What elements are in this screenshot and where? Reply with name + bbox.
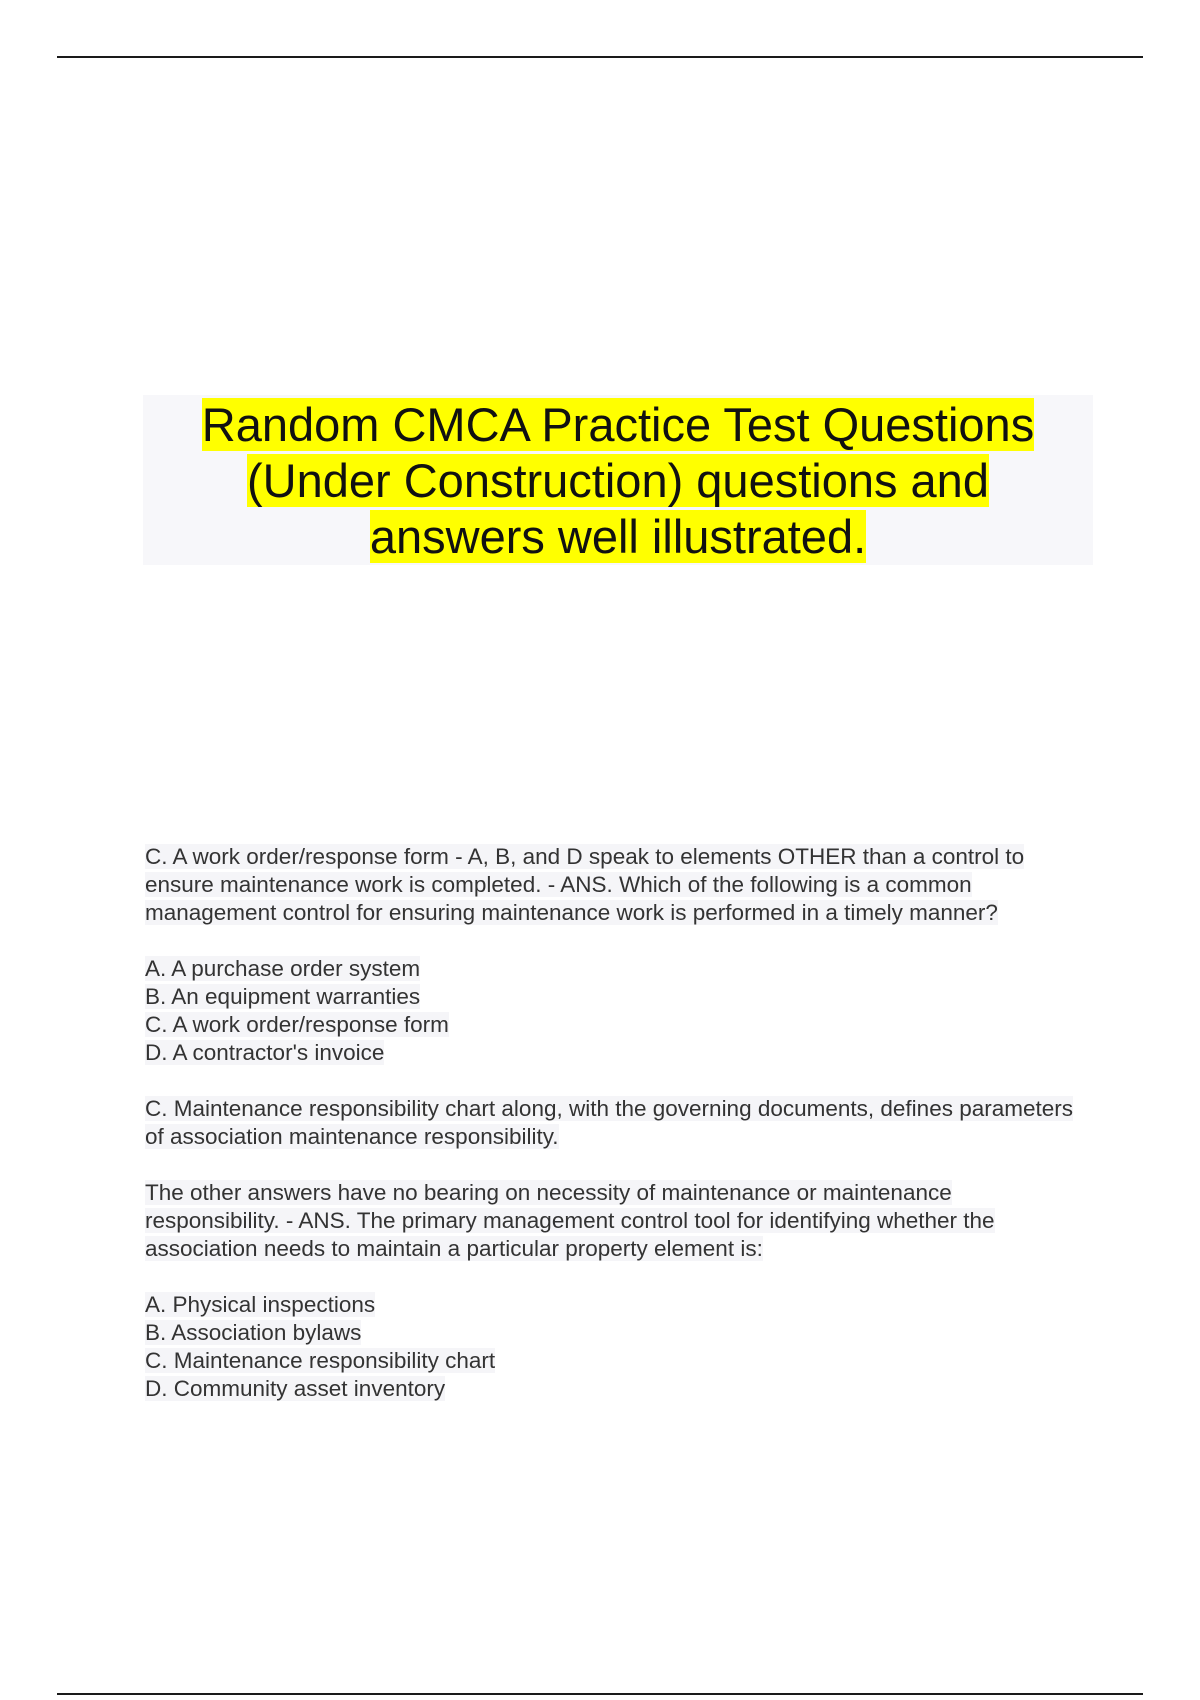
option-item [145,1347,1085,1375]
option-item [145,955,1085,983]
document-body [145,843,1085,1431]
title-line-3: answers well illustrated. [369,510,867,563]
option-text: C. A work order/response form [145,1012,449,1037]
document-title [143,395,1093,565]
option-item [145,983,1085,1011]
title-box [143,395,1093,565]
option-text: D. A contractor's invoice [145,1040,385,1065]
question-1-text [145,843,1085,927]
option-item [145,1375,1085,1403]
option-text: C. Maintenance responsibility chart [145,1348,496,1373]
question-1-options [145,955,1085,1067]
option-text: B. Association bylaws [145,1320,362,1345]
title-line-1: Random CMCA Practice Test Questions [201,398,1035,451]
header-rule [57,56,1143,58]
footer-rule [57,1693,1143,1695]
option-item [145,1291,1085,1319]
option-text: D. Community asset inventory [145,1376,446,1401]
option-text: A. A purchase order system [145,956,421,981]
question-2-text [145,1179,1085,1263]
question-2-explanation [145,1095,1085,1151]
question-2-explanation-content: C. Maintenance responsibility chart along, with the governing documents, defines parameters of association maintenance responsibility. [145,1096,1074,1149]
option-text: A. Physical inspections [145,1292,376,1317]
option-text: B. An equipment warranties [145,984,421,1009]
title-line-2: (Under Construction) questions and [247,454,989,507]
question-2-options [145,1291,1085,1403]
question-1-text-content: C. A work order/response form - A, B, and D speak to elements OTHER than a control to ensure maintenance work is completed. - ANS. Which of the following is a common management control for ensuring maintenance work is performed in a timely manner? [145,844,1025,925]
option-item [145,1011,1085,1039]
option-item [145,1039,1085,1067]
question-2-text-content: The other answers have no bearing on necessity of maintenance or maintenance responsibility. - ANS. The primary management control tool for identifying whether the association needs to maintain a particular property element is: [145,1180,995,1261]
option-item [145,1319,1085,1347]
